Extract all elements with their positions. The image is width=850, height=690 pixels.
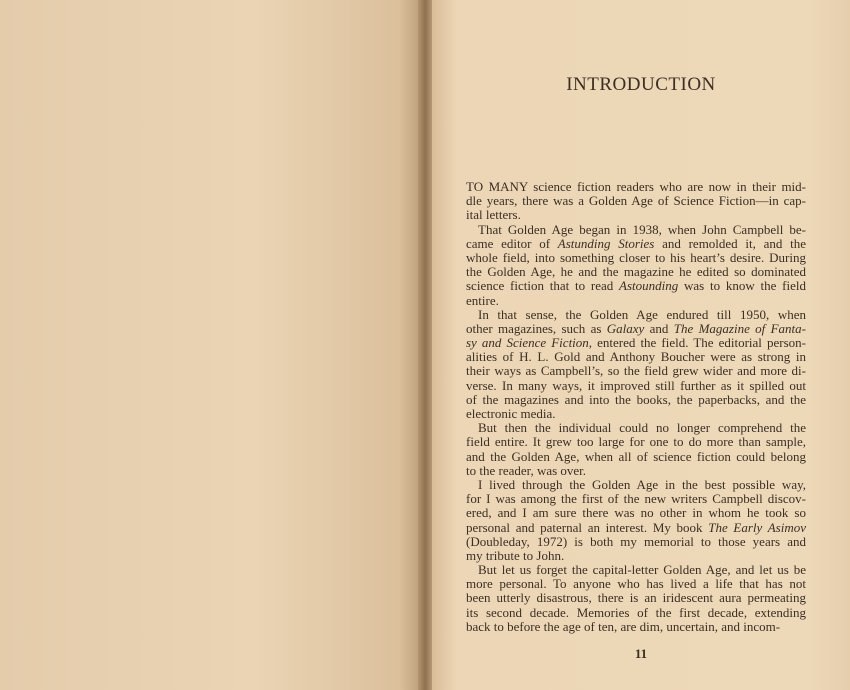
text-line	[466, 549, 806, 563]
italic-text: Galaxy	[606, 320, 645, 336]
text-line	[466, 577, 806, 591]
text-segment: science fiction that to read	[466, 278, 619, 294]
text-line	[466, 393, 806, 407]
text-segment: and	[644, 320, 674, 336]
text-segment: entire.	[466, 292, 499, 308]
text-line	[466, 435, 806, 449]
text-segment: was to know the field	[678, 278, 806, 294]
italic-text: sy and Science Fiction	[466, 335, 589, 351]
text-line	[466, 450, 806, 464]
page-number: 11	[634, 646, 648, 661]
text-line	[466, 251, 806, 265]
chapter-title: INTRODUCTION	[566, 74, 716, 95]
paragraph	[466, 478, 806, 563]
text-line	[466, 350, 806, 364]
text-line	[466, 294, 806, 308]
paragraph	[466, 180, 806, 223]
text-segment: I lived through the Golden Age in the best possible way,	[478, 476, 806, 492]
text-segment: field entire. It grew too large for one to do more than sample,	[466, 434, 806, 450]
text-line	[466, 421, 806, 435]
text-segment: alities of H. L. Gold and Anthony Boucher were as strong in	[466, 349, 806, 365]
italic-text: Astunding Stories	[557, 235, 655, 251]
text-line	[466, 279, 806, 293]
text-segment: the Golden Age, he and the magazine he edited so dominated	[466, 264, 806, 280]
text-line	[466, 591, 806, 605]
text-line	[466, 180, 806, 194]
italic-text: The Magazine of Fanta-	[673, 320, 806, 336]
text-line	[466, 620, 806, 634]
text-segment: verse. In many ways, it improved still further as it spilled out	[466, 377, 806, 393]
text-line	[466, 308, 806, 322]
paragraph	[466, 308, 806, 422]
text-segment: been utterly disastrous, there is an iridescent aura permeating	[466, 590, 806, 606]
italic-text: Astounding	[619, 278, 679, 294]
left-page-blank	[0, 0, 424, 690]
text-segment: ital letters.	[466, 207, 521, 223]
text-line	[466, 364, 806, 378]
text-line	[466, 563, 806, 577]
text-line	[466, 506, 806, 520]
text-line	[466, 492, 806, 506]
text-line	[466, 379, 806, 393]
text-segment: other magazines, such as	[466, 320, 607, 336]
text-segment: and remolded it, and the	[654, 235, 807, 251]
text-segment: of the magazines and into the books, the paperbacks, and the	[466, 391, 806, 407]
text-segment: TO MANY science fiction readers who are now in their mid-	[466, 179, 806, 194]
text-line	[466, 223, 806, 237]
text-segment: But then the individual could no longer comprehend the	[478, 420, 806, 436]
text-segment: But let us forget the capital-letter Golden Age, and let us be	[478, 562, 806, 578]
text-segment: ered, and I am sure there was no other in whom he took so	[466, 505, 806, 521]
text-segment: back to before the age of ten, are dim, uncertain, and incom-	[466, 618, 781, 634]
text-line	[466, 464, 806, 478]
text-segment: more personal. To anyone who has lived a life that has not	[466, 576, 806, 592]
text-segment: came editor of	[466, 235, 558, 251]
paragraph	[466, 563, 806, 634]
text-line	[466, 322, 806, 336]
text-line	[466, 535, 806, 549]
text-line	[466, 407, 806, 421]
text-segment: dle years, there was a Golden Age of Science Fiction—in cap-	[466, 193, 806, 209]
text-segment: In that sense, the Golden Age endured till 1950, when	[478, 306, 806, 322]
text-line	[466, 265, 806, 279]
paragraph	[466, 421, 806, 478]
text-segment: and the Golden Age, when all of science fiction could belong	[466, 448, 806, 464]
text-line	[466, 208, 806, 222]
text-line	[466, 521, 806, 535]
text-line	[466, 194, 806, 208]
text-line	[466, 336, 806, 350]
text-segment: personal and paternal an interest. My book	[466, 519, 709, 535]
text-line	[466, 237, 806, 251]
text-segment: their ways as Campbell’s, so the field grew wider and more di-	[466, 363, 806, 379]
body-text	[466, 180, 806, 634]
text-line	[466, 606, 806, 620]
text-segment: for I was among the first of the new writers Campbell discov-	[466, 491, 806, 507]
text-line	[466, 478, 806, 492]
right-page	[432, 0, 850, 690]
text-segment: whole field, into something closer to his heart’s desire. During	[466, 249, 806, 265]
text-segment: That Golden Age began in 1938, when John Campbell be-	[478, 221, 806, 237]
text-segment: electronic media.	[466, 406, 556, 421]
text-segment: to the reader, was over.	[466, 462, 587, 478]
paragraph	[466, 223, 806, 308]
text-segment: (Doubleday, 1972) is both my memorial to those years and	[466, 533, 806, 549]
text-segment: my tribute to John.	[466, 547, 565, 563]
text-segment: its second decade. Memories of the first decade, extending	[466, 604, 806, 620]
italic-text: The Early Asimov	[708, 519, 806, 535]
text-segment: , entered the field. The editorial person-	[588, 335, 806, 351]
